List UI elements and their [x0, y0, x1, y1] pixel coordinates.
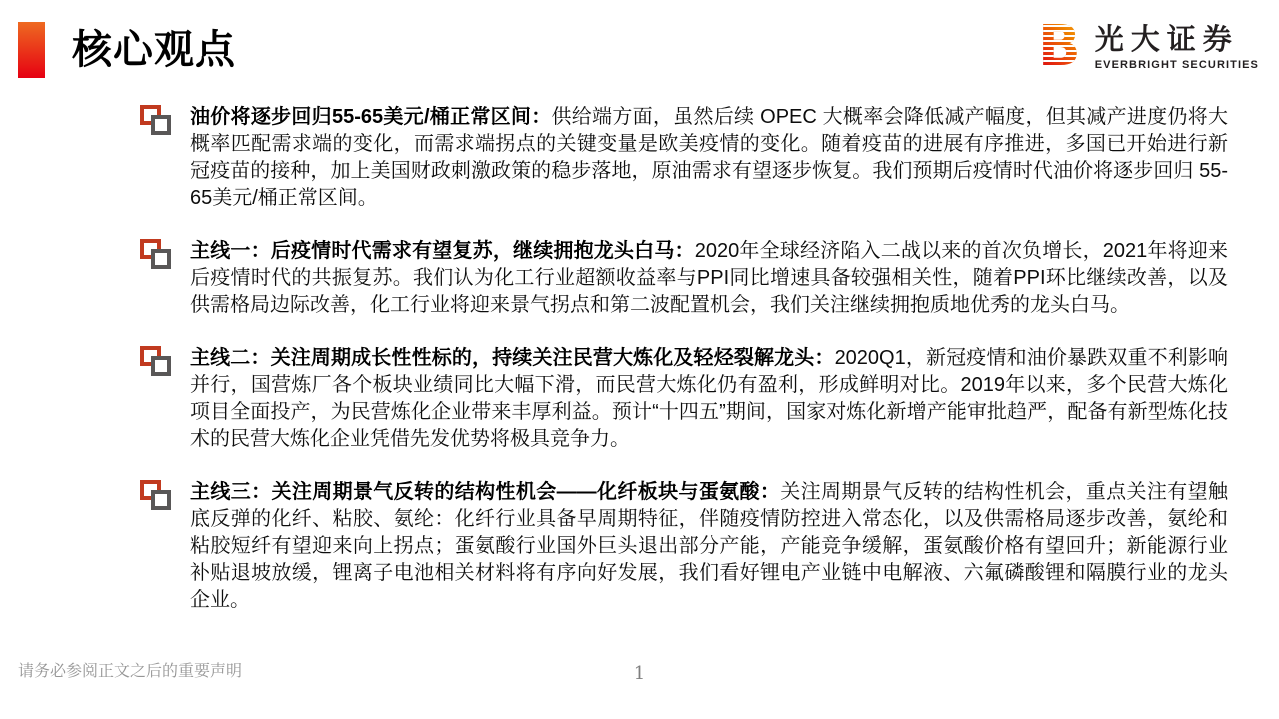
core-views-list	[140, 104, 1228, 640]
footer-disclaimer: 请务必参阅正文之后的重要声明	[18, 663, 243, 680]
gray-square-icon	[151, 249, 171, 269]
brand-name-en: EVERBRIGHT SECURITIES	[1094, 58, 1259, 71]
overlap-squares-icon	[140, 105, 173, 140]
point-lead: 主线一：后疫情时代需求有望复苏，继续拥抱龙头白马：	[190, 240, 695, 262]
everbright-b-icon: B	[1038, 22, 1095, 72]
gray-square-icon	[151, 115, 171, 135]
brand-name-cn: 光大证券	[1094, 23, 1239, 56]
brand-logo	[1038, 14, 1259, 79]
page-number: 1	[633, 663, 646, 684]
point-text	[190, 238, 1228, 319]
bullet-point-mainline-3	[140, 479, 1228, 614]
point-lead: 油价将逐步回归55-65美元/桶正常区间：	[190, 106, 552, 128]
point-text	[190, 479, 1228, 614]
point-lead: 主线二：关注周期成长性性标的，持续关注民营大炼化及轻烃裂解龙头：	[190, 347, 835, 369]
point-body: 关注周期景气反转的结构性机会，重点关注有望触底反弹的化纤、粘胶、氨纶：化纤行业具备早周期特征，伴随疫情防控进入常态化，以及供需格局逐步改善，氨纶和粘胶短纤有望迎来向上拐点；蛋氨酸行业国外巨头退出部分产能，产能竞争缓解，蛋氨酸价格有望回升；新能源行业补贴退坡放缓，锂离子电池相关材料将有序向好发展，我们看好锂电产业链中电解液、六氟磷酸锂和隔膜行业的龙头企业。	[190, 481, 1229, 611]
gray-square-icon	[151, 356, 171, 376]
bullet-point-mainline-2	[140, 345, 1228, 453]
point-body: 2020年全球经济陷入二战以来的首次负增长，2021年将迎来后疫情时代的共振复苏。我们认为化工行业超额收益率与PPI同比增速具备较强相关性，随着PPI环比继续改善，以及供需格局边际改善，化工行业将迎来景气拐点和第二波配置机会，我们关注继续拥抱质地优秀的龙头白马。	[190, 240, 1229, 316]
overlap-squares-icon	[140, 346, 173, 381]
bullet-point-oil-price	[140, 104, 1228, 212]
point-lead: 主线三：关注周期景气反转的结构性机会——化纤板块与蛋氨酸：	[190, 481, 781, 503]
overlap-squares-icon	[140, 239, 173, 274]
point-text	[190, 104, 1228, 212]
point-body: 供给端方面，虽然后续 OPEC 大概率会降低减产幅度，但其减产进度仍将大概率匹配需求端的变化，而需求端拐点的关键变量是欧美疫情的变化。随着疫苗的进展有序推进，多国已开始进行新冠疫苗的接种，加上美国财政刺激政策的稳步落地，原油需求有望逐步恢复。我们预期后疫情时代油价将逐步回归 55-65美元/桶正常区间。	[190, 106, 1228, 209]
bullet-point-mainline-1	[140, 238, 1228, 319]
point-text	[190, 345, 1228, 453]
page-title: 核心观点	[72, 28, 236, 72]
title-accent-bar	[18, 22, 45, 78]
gray-square-icon	[151, 490, 171, 510]
point-body: 2020Q1，新冠疫情和油价暴跌双重不利影响并行，国营炼厂各个板块业绩同比大幅下滑，而民营大炼化仍有盈利，形成鲜明对比。2019年以来，多个民营大炼化项目全面投产，为民营炼化企业带来丰厚利益。预计“十四五”期间，国家对炼化新增产能审批趋严，配备有新型炼化技术的民营大炼化企业凭借先发优势将极具竞争力。	[190, 347, 1229, 450]
brand-text	[1095, 24, 1259, 71]
overlap-squares-icon	[140, 480, 173, 515]
